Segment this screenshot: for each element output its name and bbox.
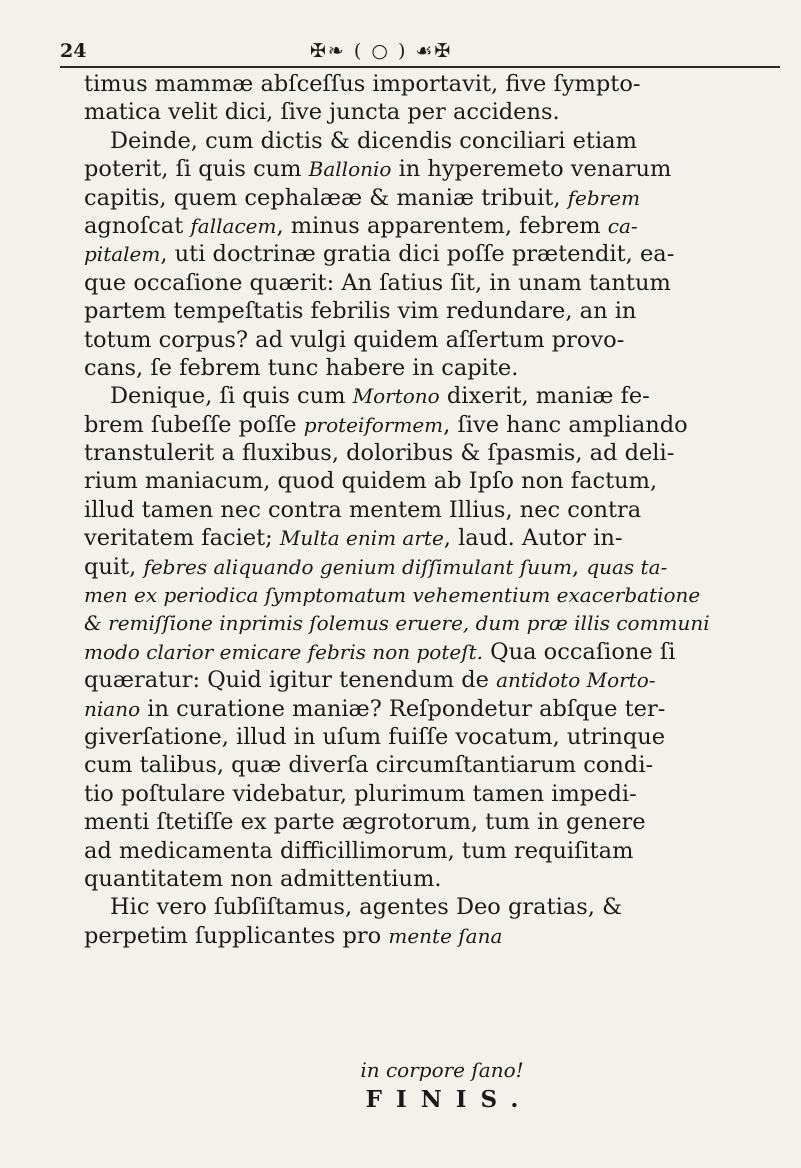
- text-line: modo clarior emicare febris non poteſt. Qua occaſione ſi: [84, 638, 676, 665]
- text-line: rium maniacum, quod quidem ab Ipſo non factum,: [84, 468, 658, 495]
- page-number: 24: [60, 40, 87, 62]
- text-line: timus mammæ abſceſſus importavit, five ſympto-: [84, 71, 641, 97]
- header-rule: [60, 66, 780, 68]
- text-line: veritatem faciet; Multa enim arte, laud. Autor in-: [84, 525, 623, 552]
- text-line: Deinde, cum dictis & dicendis conciliari etiam: [110, 127, 637, 154]
- text-line: cum talibus, quæ diverſa circumſtantiarum condi-: [84, 752, 654, 779]
- text-line: brem ſubeſſe poſſe proteiformem, ſive hanc ampliando: [84, 411, 688, 438]
- text-line: illud tamen nec contra mentem Illius, nec contra: [84, 496, 642, 523]
- text-line: quit, febres aliquando genium diſſimulant ſuum, quas ta-: [84, 553, 668, 580]
- closing-line: in corpore ſano!: [360, 1058, 524, 1082]
- text-line: totum corpus? ad vulgi quidem aſſertum provo-: [84, 326, 625, 353]
- text-line: que occaſione quærit: An ſatius ſit, in unam tantum: [84, 269, 671, 296]
- text-line: poterit, ſi quis cum Ballonio in hyperemeto venarum: [84, 156, 672, 183]
- text-line: perpetim ſupplicantes pro mente ſana: [84, 922, 503, 949]
- text-line: men ex periodica ſymptomatum vehementium exacerbatione: [84, 583, 701, 608]
- text-line: quantitatem non admittentium.: [84, 865, 442, 892]
- text-line: & remiſſione inprimis ſolemus eruere, dum præ illis communi: [84, 611, 710, 636]
- text-line: niano in curatione maniæ? Reſpondetur abſque ter-: [84, 695, 666, 722]
- text-line: tio poſtulare videbatur, plurimum tamen impedi-: [84, 780, 637, 807]
- text-line: cans, ſe febrem tunc habere in capite.: [84, 354, 519, 381]
- text-line: quæratur: Quid igitur tenendum de antidoto Morto-: [84, 667, 656, 694]
- text-line: menti ſtetiſſe ex parte ægrotorum, tum in genere: [84, 809, 646, 836]
- text-line: Hic vero ſubſiſtamus, agentes Deo gratias, &: [110, 894, 623, 921]
- text-line: transtulerit a fluxibus, doloribus & ſpasmis, ad deli-: [84, 440, 675, 467]
- header-ornament: ✠❧ ( ○ ) ☙✠: [310, 40, 453, 62]
- page-header: [60, 38, 780, 68]
- text-line: Denique, ſi quis cum Mortono dixerit, maniæ fe-: [110, 383, 650, 410]
- text-line: ad medicamenta difficillimorum, tum requiſitam: [84, 837, 634, 864]
- text-line: matica velit dici, ſive juncta per accidens.: [84, 99, 560, 126]
- text-line: agnoſcat fallacem, minus apparentem, febrem ca-: [84, 212, 638, 239]
- body-text: [84, 70, 800, 950]
- closing-block: [84, 1057, 800, 1113]
- text-line: partem tempeſtatis febrilis vim redundare, an in: [84, 298, 637, 325]
- text-line: giverſatione, illud in uſum fuiſſe vocatum, utrinque: [84, 723, 666, 750]
- text-line: capitis, quem cephalææ & maniæ tribuit, febrem: [84, 184, 641, 211]
- text-line: pitalem, uti doctrinæ gratia dici poſſe prætendit, ea-: [84, 241, 675, 268]
- finis-heading: FINIS.: [365, 1086, 533, 1113]
